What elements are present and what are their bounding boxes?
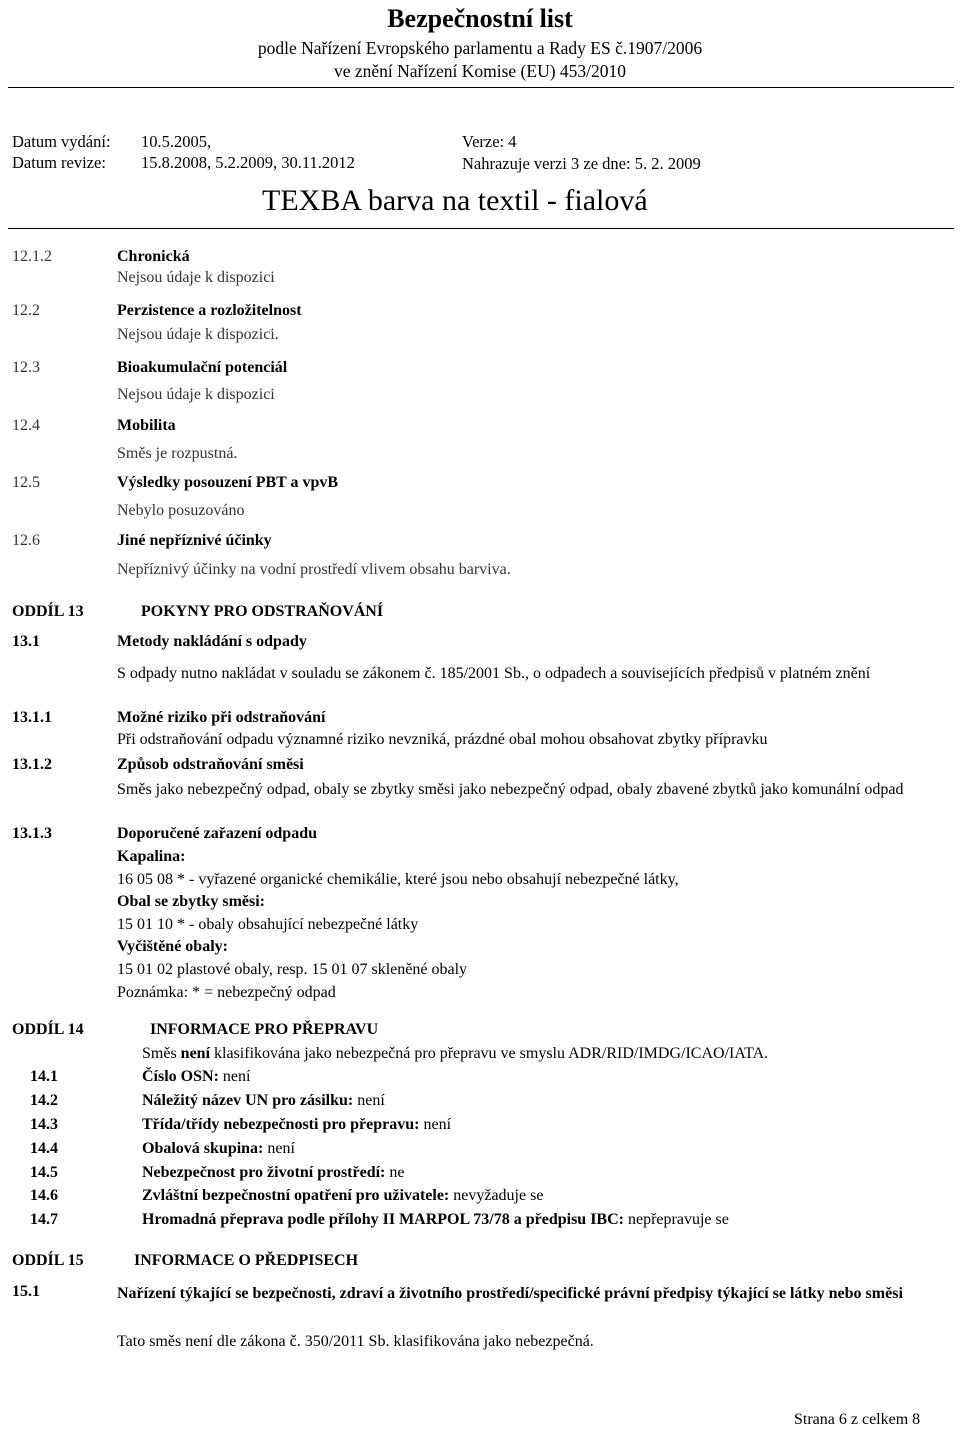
section-num: 14.3 xyxy=(30,1116,58,1133)
section-heading: Perzistence a rozložitelnost xyxy=(117,302,302,319)
transport-row xyxy=(142,1140,295,1158)
section-num: 14.6 xyxy=(30,1187,58,1204)
section-num: 12.4 xyxy=(12,417,40,434)
transport-row-value: není xyxy=(357,1092,385,1109)
section-heading: Bioakumulační potenciál xyxy=(117,359,288,376)
section-num: 15.1 xyxy=(12,1283,40,1300)
section-num: 14.4 xyxy=(30,1140,58,1157)
section-text: Nejsou údaje k dispozici xyxy=(117,269,275,286)
issue-date-label: Datum vydání: xyxy=(12,132,111,151)
transport-row xyxy=(142,1211,729,1229)
regulation-line-1: podle Nařízení Evropského parlamentu a Rady ES č.1907/2006 xyxy=(257,38,703,58)
transport-row xyxy=(142,1068,250,1086)
transport-row-label: Hromadná přeprava podle přílohy II MARPOL 73/78 a předpisu IBC: xyxy=(142,1211,624,1228)
section-num: 13.1.3 xyxy=(12,825,52,842)
transport-row xyxy=(142,1116,451,1134)
section-num: 14.2 xyxy=(30,1092,58,1109)
section-text: Tato směs není dle zákona č. 350/2011 Sb. klasifikována jako nebezpečná. xyxy=(117,1333,594,1350)
transport-row-value: není xyxy=(267,1140,295,1157)
section-15-label: ODDÍL 15 xyxy=(12,1252,84,1269)
document-title: Bezpečnostní list xyxy=(387,4,573,33)
transport-intro-start: Směs xyxy=(142,1045,177,1062)
section-num: 14.1 xyxy=(30,1068,58,1085)
section-13-title: POKYNY PRO ODSTRAŇOVÁNÍ xyxy=(141,603,384,620)
replaces-version: Nahrazuje verzi 3 ze dne: 5. 2. 2009 xyxy=(462,154,701,173)
section-heading: Mobilita xyxy=(117,417,176,434)
transport-row-label: Náležitý název UN pro zásilku: xyxy=(142,1092,354,1109)
revision-date-label: Datum revize: xyxy=(12,153,106,172)
section-text: Nejsou údaje k dispozici xyxy=(117,386,275,403)
section-text: Nejsou údaje k dispozici. xyxy=(117,326,279,343)
transport-intro xyxy=(142,1045,768,1063)
transport-row-value: není xyxy=(222,1068,251,1085)
issue-date-value: 10.5.2005, xyxy=(141,132,212,151)
section-num: 12.5 xyxy=(12,474,40,491)
section-num: 12.6 xyxy=(12,532,40,549)
waste-packaging-label: Obal se zbytky směsi: xyxy=(117,893,265,910)
revision-date-value: 15.8.2008, 5.2.2009, 30.11.2012 xyxy=(141,153,355,172)
waste-liquid-text: 16 05 08 * - vyřazené organické chemikálie, které jsou nebo obsahují nebezpečné látky, xyxy=(117,871,679,888)
section-15-title: INFORMACE O PŘEDPISECH xyxy=(134,1252,359,1269)
section-num: 12.3 xyxy=(12,359,40,376)
section-heading: Metody nakládání s odpady xyxy=(117,633,307,650)
transport-row-label: Zvláštní bezpečnostní opatření pro uživatele: xyxy=(142,1187,450,1204)
section-text: Směs jako nebezpečný odpad, obaly se zbytky směsi jako nebezpečný odpad, obaly zbavené zbytků jako komunální odpad xyxy=(117,781,904,798)
transport-intro-end: klasifikována jako nebezpečná pro přepravu ve smyslu ADR/RID/IMDG/ICAO/IATA. xyxy=(214,1045,769,1062)
transport-intro-not: není xyxy=(180,1045,211,1062)
section-heading: Nařízení týkající se bezpečnosti, zdraví a životního prostředí/specifické právní předpisy týkající se látky nebo směsi xyxy=(117,1285,903,1302)
section-heading: Chronická xyxy=(117,248,190,265)
product-name: TEXBA barva na textil - fialová xyxy=(262,184,648,217)
section-num: 13.1.1 xyxy=(12,709,52,726)
transport-row xyxy=(142,1092,385,1110)
transport-row-value: ne xyxy=(389,1164,405,1181)
section-13-label: ODDÍL 13 xyxy=(12,603,84,620)
section-heading: Doporučené zařazení odpadu xyxy=(117,825,317,842)
waste-packaging-text: 15 01 10 * - obaly obsahující nebezpečné látky xyxy=(117,916,419,933)
section-num: 14.5 xyxy=(30,1164,58,1181)
section-text: Nebylo posuzováno xyxy=(117,502,245,519)
section-num: 13.1.2 xyxy=(12,756,52,773)
section-text: Směs je rozpustná. xyxy=(117,445,238,462)
section-num: 13.1 xyxy=(12,633,40,650)
section-14-title: INFORMACE PRO PŘEPRAVU xyxy=(150,1021,379,1038)
regulation-line-2: ve znění Nařízení Komise (EU) 453/2010 xyxy=(333,61,627,81)
section-num: 12.1.2 xyxy=(12,248,52,265)
version: Verze: 4 xyxy=(462,132,517,151)
transport-row-label: Obalová skupina: xyxy=(142,1140,264,1157)
transport-row-label: Číslo OSN: xyxy=(142,1068,219,1085)
section-14-label: ODDÍL 14 xyxy=(12,1021,84,1038)
section-heading: Způsob odstraňování směsi xyxy=(117,756,304,773)
section-text: S odpady nutno nakládat v souladu se zákonem č. 185/2001 Sb., o odpadech a souvisejících předpisů v platném znění xyxy=(117,665,871,682)
transport-row-label: Nebezpečnost pro životní prostředí: xyxy=(142,1164,386,1181)
section-num: 14.7 xyxy=(30,1211,58,1228)
section-text: Při odstraňování odpadu významné riziko nevzniká, prázdné obal mohou obsahovat zbytky přípravku xyxy=(117,731,768,748)
cleaned-packaging-text: 15 01 02 plastové obaly, resp. 15 01 07 skleněné obaly xyxy=(117,961,468,978)
transport-row-value: nepřepravuje se xyxy=(627,1211,729,1228)
transport-row-label: Třída/třídy nebezpečnosti pro přepravu: xyxy=(142,1116,420,1133)
header-divider-bottom xyxy=(8,228,954,229)
transport-row-value: nevyžaduje se xyxy=(453,1187,544,1204)
transport-row xyxy=(142,1164,405,1182)
section-heading: Možné riziko při odstraňování xyxy=(117,709,326,726)
section-text: Nepříznivý účinky na vodní prostředí vlivem obsahu barviva. xyxy=(117,561,511,578)
waste-note: Poznámka: * = nebezpečný odpad xyxy=(117,984,336,1001)
section-heading: Jiné nepříznivé účinky xyxy=(117,532,272,549)
header-divider-top xyxy=(8,87,954,88)
page-number: Strana 6 z celkem 8 xyxy=(794,1411,921,1428)
waste-liquid-label: Kapalina: xyxy=(117,848,186,865)
section-num: 12.2 xyxy=(12,302,40,319)
transport-row-value: není xyxy=(423,1116,452,1133)
section-heading: Výsledky posouzení PBT a vpvB xyxy=(117,474,339,491)
transport-row xyxy=(142,1187,543,1205)
cleaned-packaging-label: Vyčištěné obaly: xyxy=(117,938,228,955)
